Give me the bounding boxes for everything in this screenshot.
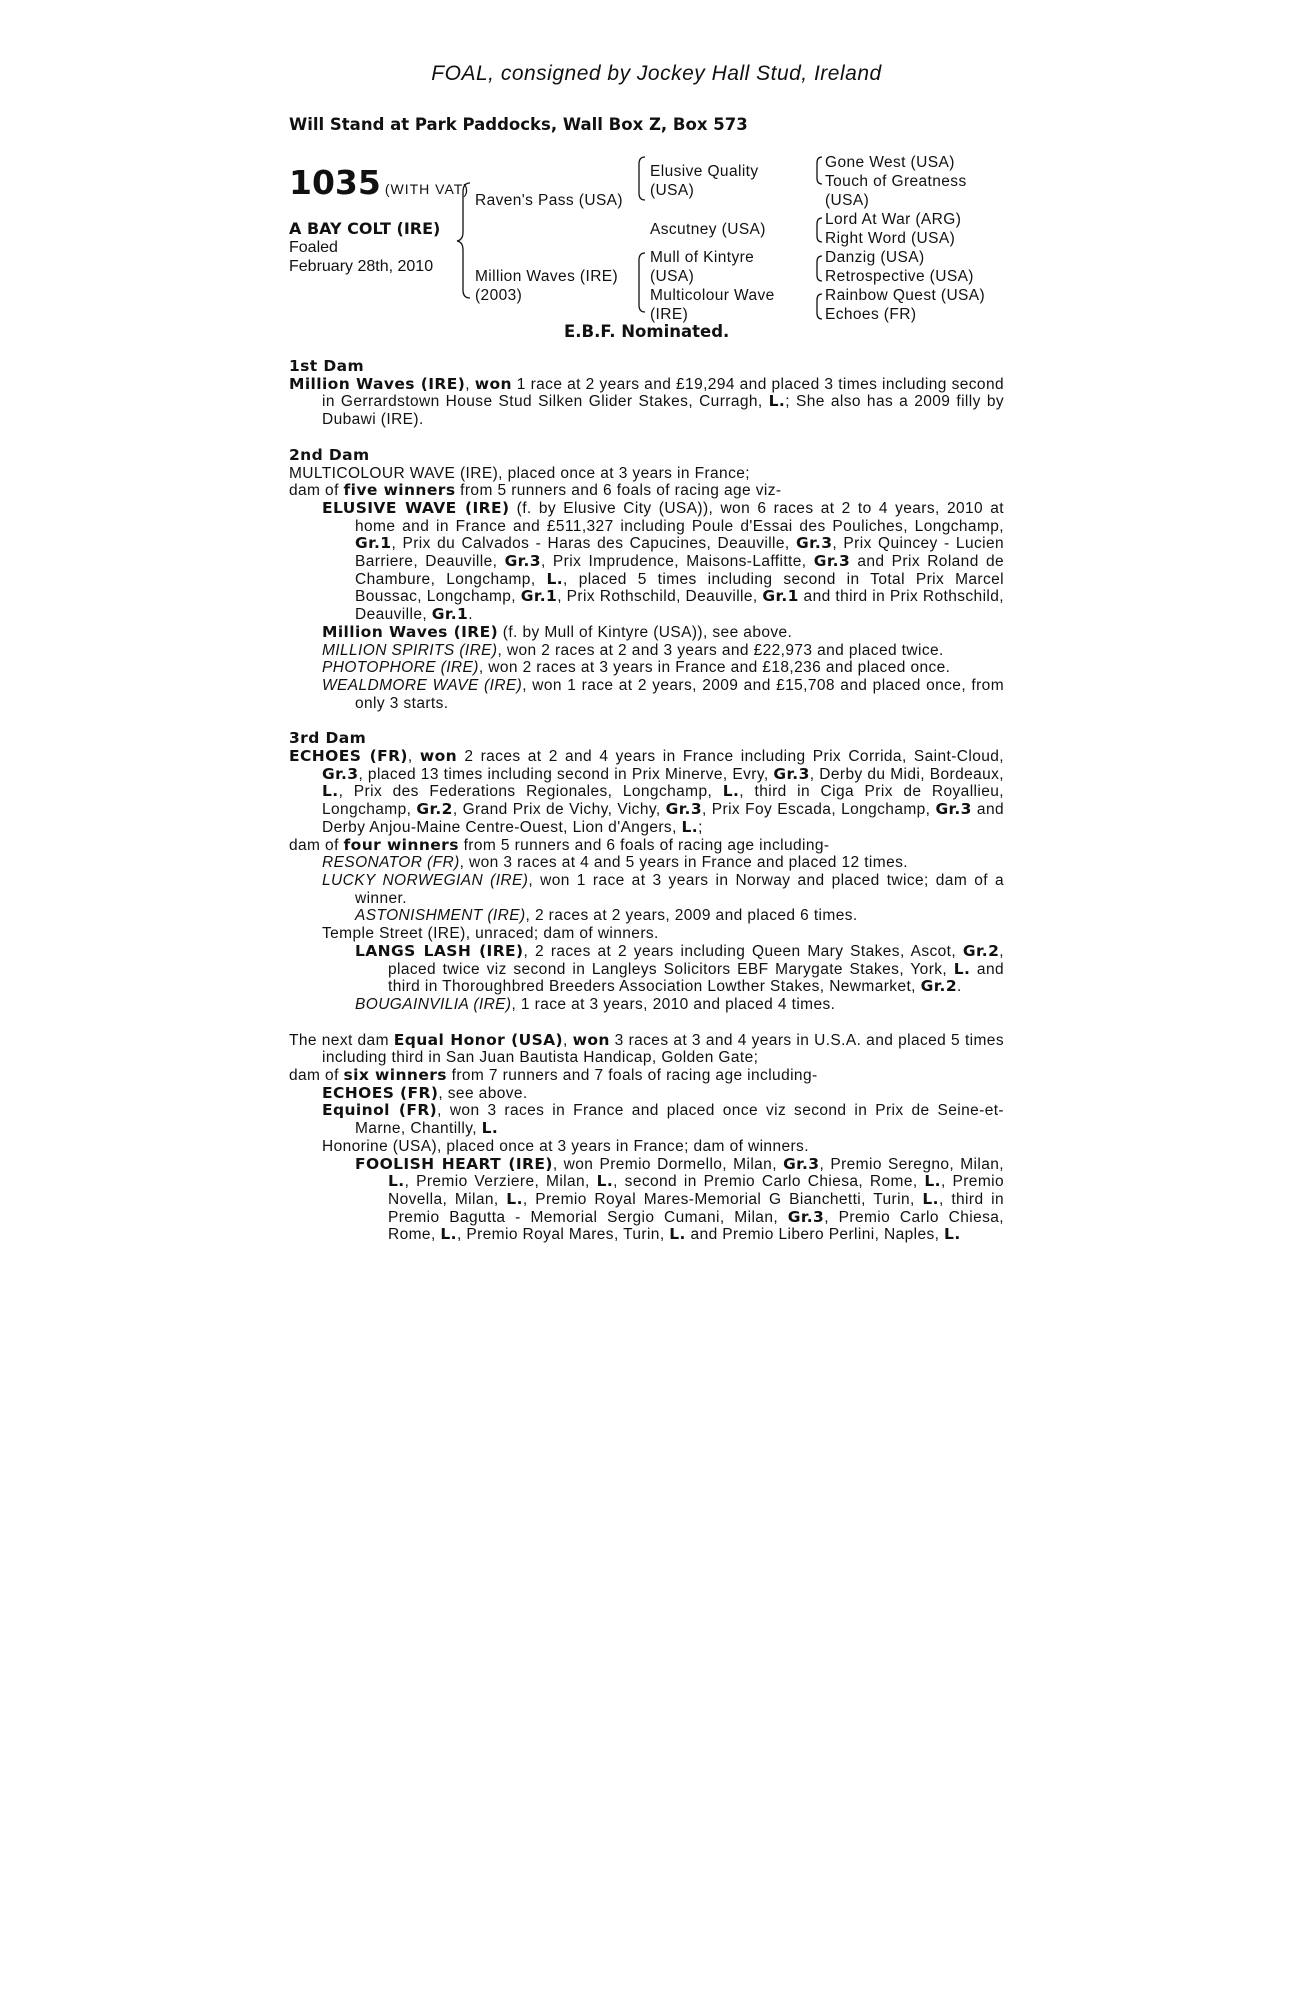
pedigree-dam-name: Million Waves (IRE) — [475, 268, 619, 285]
produce-lucky-norwegian: LUCKY NORWEGIAN (IRE), won 1 race at 3 years in Norway and placed twice; dam of a winner. — [322, 871, 1005, 907]
first-dam-paragraph: Million Waves (IRE), won 1 race at 2 years and £19,294 and placed 3 times including second in Gerrardstown House Stud Silken Glider Stakes, Curragh, L.; She also has a 2009 filly by Dubawi (IRE). — [289, 374, 1004, 429]
produce-astonishment: ASTONISHMENT (IRE), 2 races at 2 years, 2009 and placed 6 times. — [355, 907, 858, 925]
third-dam-produce-summary — [289, 837, 1004, 855]
won-label: won — [474, 374, 512, 393]
pedigree-g3-1: Gone West (USA) — [825, 154, 955, 171]
produce-wealdmore-wave: WEALDMORE WAVE (IRE), won 1 race at 2 years, 2009 and £15,708 and placed once, from only 3 starts. — [322, 676, 1004, 712]
first-dam-record: 1 race at 2 years and £19,294 and placed 3 times including second in Gerrardstown House Stud Silken Glider Stakes, Curragh, — [322, 375, 1004, 411]
winners-count: six winners — [343, 1066, 447, 1085]
foaled-label: Foaled — [289, 239, 338, 256]
pedigree-dam-dam-country: (IRE) — [650, 306, 689, 323]
produce-resonator: RESONATOR (FR), won 3 races at 4 and 5 years in France and placed 12 times. — [322, 854, 908, 872]
first-dam-note: ; She also has a 2009 filly by Dubawi (IRE). — [322, 393, 1004, 429]
winners-count: five winners — [343, 481, 456, 500]
first-dam-name: Million Waves (IRE) — [289, 374, 466, 393]
pedigree-dam — [475, 267, 618, 305]
produce-honorine: Honorine (USA), placed once at 3 years in France; dam of winners. — [322, 1137, 809, 1155]
consignor-line: FOAL, consigned by Jockey Hall Stud, Ireland — [431, 62, 882, 85]
family-notes — [289, 358, 1004, 1244]
dam-of-label: dam of — [289, 1067, 344, 1085]
pedigree-g3-5: Danzig (USA) — [825, 249, 925, 266]
pedigree-g3-4: Right Word (USA) — [825, 230, 956, 247]
pedigree-sire-dam: Ascutney (USA) — [650, 221, 766, 238]
pedigree-dam-dam-name: Multicolour Wave — [650, 287, 775, 304]
lot-number-value: 1035 — [289, 163, 381, 202]
first-dam-heading: 1st Dam — [289, 357, 365, 375]
produce-summary-tail: from 7 runners and 7 foals of racing age including- — [446, 1067, 818, 1085]
next-dam-lead: The next dam — [289, 1031, 394, 1049]
pedigree-g3-2-country: (USA) — [825, 192, 870, 209]
second-dam-produce-summary — [289, 482, 1004, 500]
winners-count: four winners — [343, 835, 459, 854]
produce-summary-tail: from 5 runners and 6 foals of racing age including- — [458, 836, 830, 854]
horse-name: A BAY COLT (IRE) — [289, 219, 441, 238]
dam-of-label: dam of — [289, 836, 344, 854]
produce-million-spirits: MILLION SPIRITS (IRE), won 2 races at 2 and 3 years and £22,973 and placed twice. — [322, 641, 944, 659]
pedigree-dam-sire — [650, 248, 754, 286]
third-dam-paragraph: ECHOES (FR), won 2 races at 2 and 4 years in France including Prix Corrida, Saint-Cloud, Gr.3, placed 13 times including second in Prix Minerve, Evry, Gr.3, Derby du Midi, Bordeaux, L., Prix des Federations Regionales, Longchamp, L., third in Ciga Prix de Royallieu, Longchamp, Gr.2, Grand Prix de Vichy, Vichy, Gr.3, Prix Foy Escada, Longchamp, Gr.3 and Derby Anjou-Maine Centre-Ouest, Lion d'Angers, L.; — [289, 747, 1005, 836]
listed-label: L. — [768, 392, 786, 411]
pedigree-g3-8: Echoes (FR) — [825, 306, 917, 323]
pedigree-dam-dam — [650, 286, 775, 324]
pedigree-sire-sire-country: (USA) — [650, 182, 695, 199]
pedigree-sire-sire — [650, 162, 759, 200]
pedigree-sire: Raven's Pass (USA) — [475, 192, 623, 209]
produce-equinol: Equinol (FR), won 3 races in France and placed once viz second in Prix de Seine-et-Marne, Chantilly, L. — [322, 1101, 1004, 1138]
won-label: won — [572, 1030, 610, 1049]
produce-elusive-wave: ELUSIVE WAVE (IRE) (f. by Elusive City (USA)), won 6 races at 2 to 4 years, 2010 at home and in France and £511,327 including Poule d'Essai des Pouliches, Longchamp, Gr.1, Prix du Calvados - Haras des Capucines, Deauville, Gr.3, Prix Quincey - Lucien Barriere, Deauville, Gr.3, Prix Imprudence, Maisons-Laffitte, Gr.3 and Prix Roland de Chambure, Longchamp, L., placed 5 times including second in Total Prix Marcel Boussac, Longchamp, Gr.1, Prix Rothschild, Deauville, Gr.1 and third in Prix Rothschild, Deauville, Gr.1. — [322, 498, 1004, 624]
ebf-nominated: E.B.F. Nominated. — [564, 322, 730, 341]
pedigree-sire-sire-name: Elusive Quality — [650, 163, 759, 180]
pedigree-g3-6: Retrospective (USA) — [825, 268, 974, 285]
produce-temple-street: Temple Street (IRE), unraced; dam of winners. — [322, 925, 659, 943]
third-dam-heading: 3rd Dam — [289, 729, 367, 748]
pedigree-g3-2-name: Touch of Greatness — [825, 173, 967, 190]
next-dam-produce-summary — [289, 1067, 1004, 1085]
dam-of-label: dam of — [289, 482, 344, 500]
produce-bougainvilia: BOUGAINVILIA (IRE), 1 race at 3 years, 2010 and placed 4 times. — [355, 995, 836, 1013]
second-dam-heading: 2nd Dam — [289, 445, 370, 464]
pedigree-g3-2 — [825, 172, 967, 210]
next-dam-record: 3 races at 3 and 4 years in U.S.A. and placed 5 times including third in San Juan Bautista Handicap, Golden Gate; — [322, 1031, 1004, 1067]
produce-langs-lash: LANGS LASH (IRE), 2 races at 2 years including Queen Mary Stakes, Ascot, Gr.2, placed twice viz second in Langleys Solicitors EBF Marygate Stakes, York, L. and third in Thoroughbred Breeders Association Lowther Stakes, Newmarket, Gr.2. — [355, 941, 1004, 996]
produce-photophore: PHOTOPHORE (IRE), won 2 races at 3 years in France and £18,236 and placed once. — [322, 659, 951, 677]
produce-foolish-heart: FOOLISH HEART (IRE), won Premio Dormello, Milan, Gr.3, Premio Seregno, Milan, L., Premio Verziere, Milan, L., second in Premio Carlo Chiesa, Rome, L., Premio Novella, Milan, L., Premio Royal Mares-Memorial G Bianchetti, Turin, L., third in Premio Bagutta - Memorial Sergio Cumani, Milan, Gr.3, Premio Carlo Chiesa, Rome, L., Premio Royal Mares, Turin, L. and Premio Libero Perlini, Naples, L. — [355, 1154, 1005, 1244]
next-dam-paragraph: The next dam Equal Honor (USA), won 3 races at 3 and 4 years in U.S.A. and placed 5 times including third in San Juan Bautista Handicap, Golden Gate; — [289, 1030, 1004, 1067]
pedigree-g3-3: Lord At War (ARG) — [825, 211, 962, 228]
produce-echoes: ECHOES (FR), see above. — [322, 1083, 528, 1102]
second-dam-intro: MULTICOLOUR WAVE (IRE), placed once at 3 years in France; — [289, 464, 750, 482]
next-dam-name: Equal Honor (USA) — [393, 1030, 564, 1049]
produce-summary-tail: from 5 runners and 6 foals of racing age viz- — [455, 482, 782, 500]
pedigree-dam-sire-name: Mull of Kintyre — [650, 249, 755, 266]
produce-million-waves: Million Waves (IRE) (f. by Mull of Kintyre (USA)), see above. — [322, 622, 793, 641]
stabling-line: Will Stand at Park Paddocks, Wall Box Z, Box 573 — [289, 115, 748, 134]
vat-note: (WITH VAT) — [384, 181, 469, 197]
foaled-date: February 28th, 2010 — [289, 258, 434, 275]
pedigree-g3-7: Rainbow Quest (USA) — [825, 287, 986, 304]
pedigree-dam-sire-country: (USA) — [650, 268, 695, 285]
pedigree-dam-year: (2003) — [475, 287, 523, 304]
